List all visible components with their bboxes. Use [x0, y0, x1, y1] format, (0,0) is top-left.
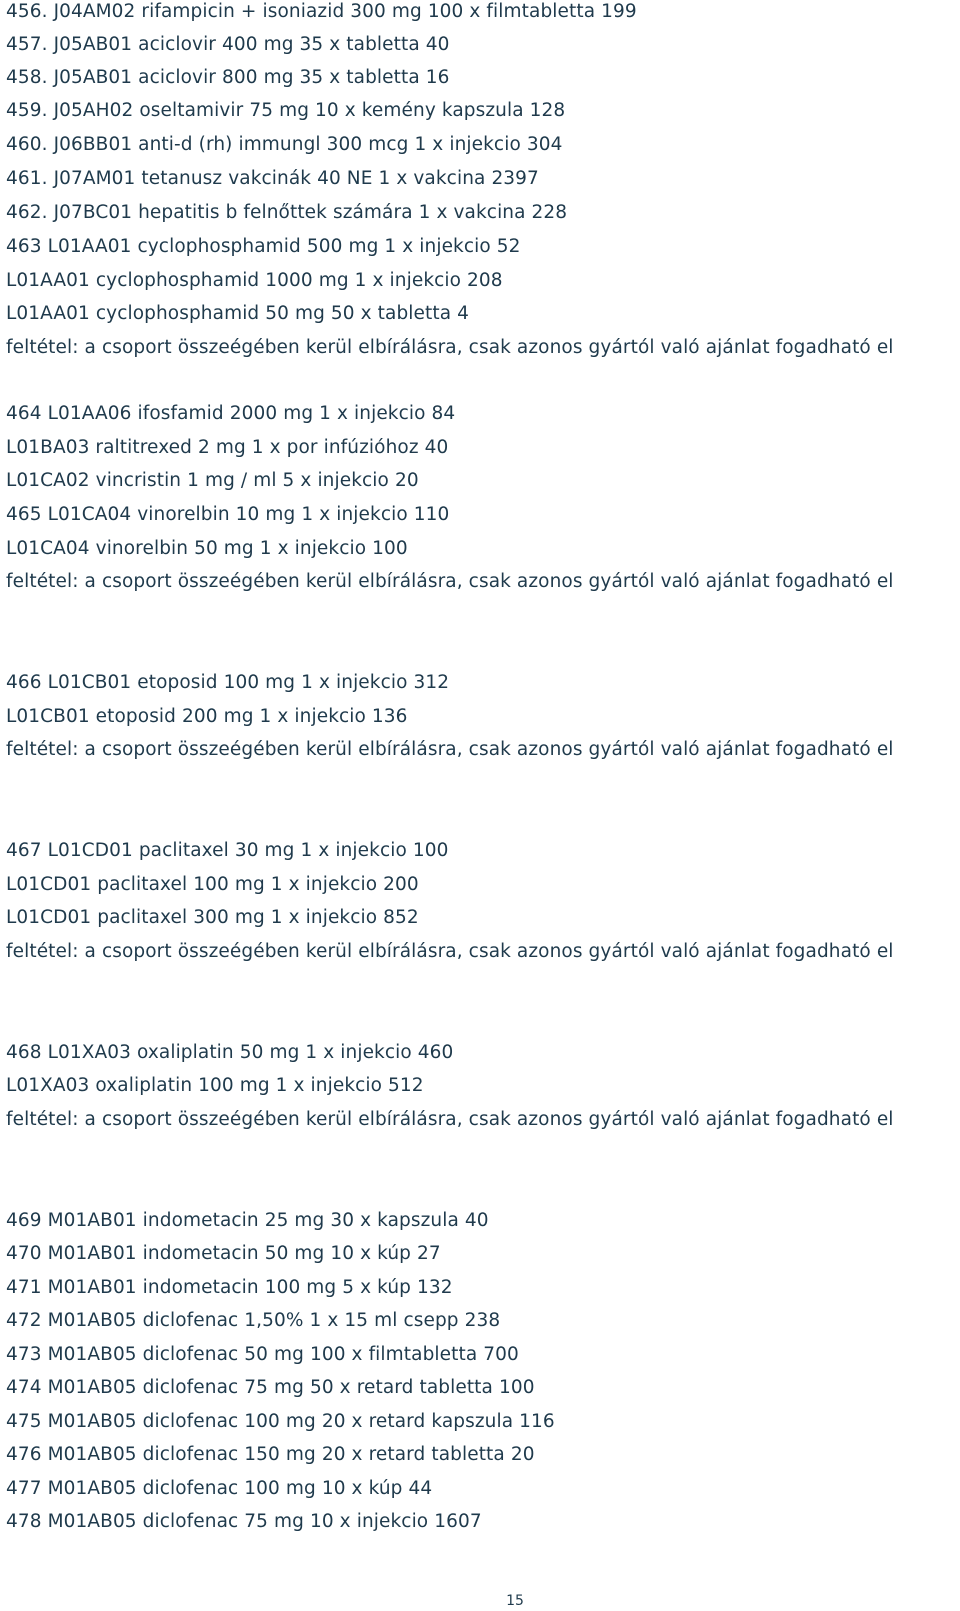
list-item: 462. J07BC01 hepatitis b felnőttek számára 1 x vakcina 228: [6, 202, 568, 223]
list-item: 471 M01AB01 indometacin 100 mg 5 x kúp 132: [6, 1277, 453, 1298]
list-item: 459. J05AH02 oseltamivir 75 mg 10 x kemény kapszula 128: [6, 100, 566, 121]
list-item: 465 L01CA04 vinorelbin 10 mg 1 x injekcio 110: [6, 504, 450, 525]
list-item: 474 M01AB05 diclofenac 75 mg 50 x retard tabletta 100: [6, 1377, 535, 1398]
condition-note: feltétel: a csoport összeégében kerül elbírálásra, csak azonos gyártól való ajánlat fogadható el: [6, 739, 894, 760]
list-item: L01BA03 raltitrexed 2 mg 1 x por infúzióhoz 40: [6, 437, 449, 458]
list-item: 458. J05AB01 aciclovir 800 mg 35 x tabletta 16: [6, 67, 450, 88]
list-item: 460. J06BB01 anti-d (rh) immungl 300 mcg 1 x injekcio 304: [6, 134, 563, 155]
list-item: 478 M01AB05 diclofenac 75 mg 10 x injekcio 1607: [6, 1511, 482, 1532]
list-item: 473 M01AB05 diclofenac 50 mg 100 x filmtabletta 700: [6, 1344, 519, 1365]
condition-note: feltétel: a csoport összeégében kerül elbírálásra, csak azonos gyártól való ajánlat fogadható el: [6, 1109, 894, 1130]
list-item: 463 L01AA01 cyclophosphamid 500 mg 1 x injekcio 52: [6, 236, 521, 257]
list-item: 475 M01AB05 diclofenac 100 mg 20 x retard kapszula 116: [6, 1411, 555, 1432]
list-item: 461. J07AM01 tetanusz vakcinák 40 NE 1 x vakcina 2397: [6, 168, 539, 189]
list-item: 477 M01AB05 diclofenac 100 mg 10 x kúp 44: [6, 1478, 433, 1499]
list-item: L01AA01 cyclophosphamid 1000 mg 1 x injekcio 208: [6, 270, 503, 291]
list-item: 472 M01AB05 diclofenac 1,50% 1 x 15 ml csepp 238: [6, 1310, 501, 1331]
page-number: 15: [506, 1593, 524, 1609]
condition-note: feltétel: a csoport összeégében kerül elbírálásra, csak azonos gyártól való ajánlat fogadható el: [6, 571, 894, 592]
list-item: 467 L01CD01 paclitaxel 30 mg 1 x injekcio 100: [6, 840, 449, 861]
list-item: L01CA02 vincristin 1 mg / ml 5 x injekcio 20: [6, 470, 419, 491]
list-item: L01XA03 oxaliplatin 100 mg 1 x injekcio 512: [6, 1075, 424, 1096]
list-item: L01AA01 cyclophosphamid 50 mg 50 x tabletta 4: [6, 303, 470, 324]
list-item: 470 M01AB01 indometacin 50 mg 10 x kúp 27: [6, 1243, 441, 1264]
list-item: L01CD01 paclitaxel 100 mg 1 x injekcio 200: [6, 874, 419, 895]
list-item: 457. J05AB01 aciclovir 400 mg 35 x tabletta 40: [6, 34, 450, 55]
list-item: L01CB01 etoposid 200 mg 1 x injekcio 136: [6, 706, 408, 727]
list-item: 476 M01AB05 diclofenac 150 mg 20 x retard tabletta 20: [6, 1444, 535, 1465]
condition-note: feltétel: a csoport összeégében kerül elbírálásra, csak azonos gyártól való ajánlat fogadható el: [6, 337, 894, 358]
list-item: 466 L01CB01 etoposid 100 mg 1 x injekcio 312: [6, 672, 450, 693]
list-item: 456. J04AM02 rifampicin + isoniazid 300 mg 100 x filmtabletta 199: [6, 1, 637, 22]
list-item: L01CA04 vinorelbin 50 mg 1 x injekcio 100: [6, 538, 408, 559]
list-item: 464 L01AA06 ifosfamid 2000 mg 1 x injekcio 84: [6, 403, 456, 424]
condition-note: feltétel: a csoport összeégében kerül elbírálásra, csak azonos gyártól való ajánlat fogadható el: [6, 941, 894, 962]
list-item: 468 L01XA03 oxaliplatin 50 mg 1 x injekcio 460: [6, 1042, 454, 1063]
list-item: 469 M01AB01 indometacin 25 mg 30 x kapszula 40: [6, 1210, 489, 1231]
list-item: L01CD01 paclitaxel 300 mg 1 x injekcio 852: [6, 907, 419, 928]
